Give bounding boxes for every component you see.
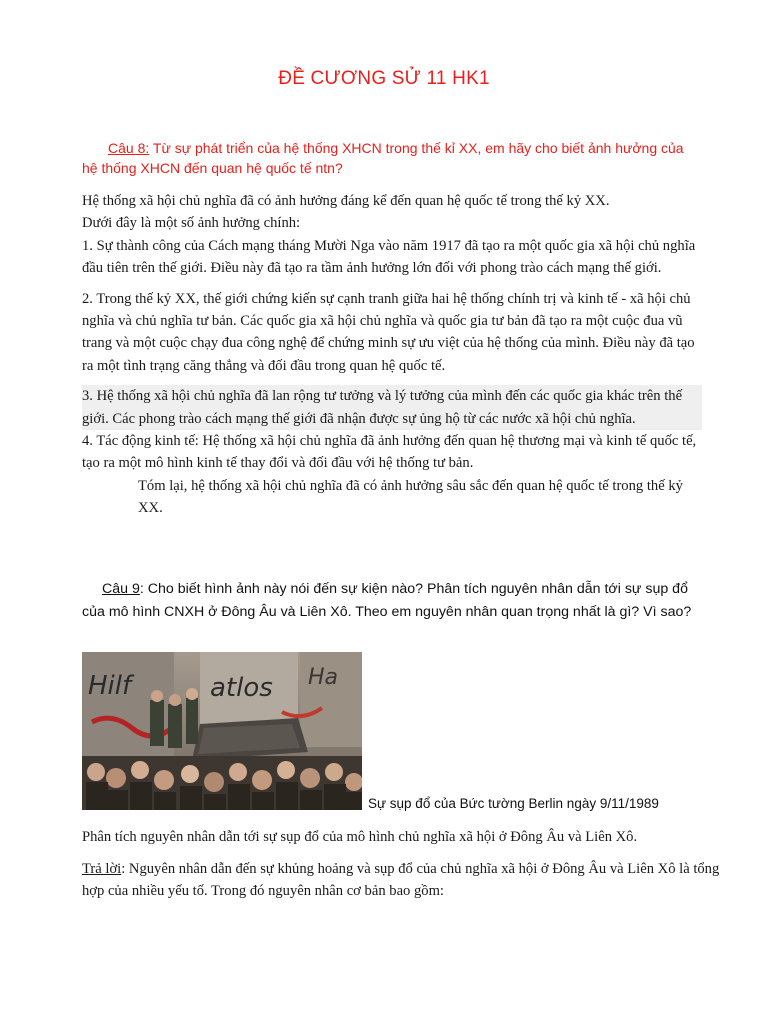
- graffiti-text-1: Hilf: [88, 671, 132, 701]
- reply-paragraph: [82, 858, 722, 902]
- question-8-text: Từ sự phát triển của hệ thống XHCN trong thế kỉ XX, em hãy cho biết ảnh hưởng của hệ thống XHCN đến quan hệ quốc tế ntn?: [82, 140, 684, 176]
- question-8: [82, 138, 692, 178]
- answer-point-2: 2. Trong thế kỷ XX, thế giới chứng kiến sự cạnh tranh giữa hai hệ thống chính trị và kinh tế - xã hội chủ nghĩa và chủ nghĩa tư bản. Các quốc gia xã hội chủ nghĩa và quốc gia tư bản đã tạo ra một cuộc đua vũ trang và một cuộc chạy đua công nghệ để chứng minh sự ưu việt của hệ thống của mình. Điều này đã tạo ra một tình trạng căng thẳng và đối đầu trong quan hệ quốc tế.: [82, 290, 695, 374]
- answer-point-1: 1. Sự thành công của Cách mạng tháng Mười Nga vào năm 1917 đã tạo ra một quốc gia xã hội chủ nghĩa đầu tiên trên thế giới. Điều này đã tạo ra tầm ảnh hưởng lớn đối với phong trào cách mạng thế giới.: [82, 237, 696, 277]
- berlin-wall-photo: [82, 652, 362, 810]
- answer-intro-2: Dưới đây là một số ảnh hưởng chính:: [82, 215, 301, 232]
- question-9: [82, 578, 702, 623]
- analysis-heading: Phân tích nguyên nhân dẫn tới sự sụp đổ của mô hình chủ nghĩa xã hội ở Đông Âu và Liên Xô.: [82, 829, 638, 845]
- question-8-label: Câu 8:: [108, 140, 150, 156]
- answer-point-3: 3. Hệ thống xã hội chủ nghĩa đã lan rộng tư tưởng và lý tưởng của mình đến các quốc gia khác trên thế giới. Các phong trào cách mạng thế giới đã nhận được sự ủng hộ từ các nước xã hội chủ nghĩa.: [82, 385, 702, 430]
- document-title: ĐỀ CƯƠNG SỬ 11 HK1: [278, 68, 490, 89]
- answer-point-4: 4. Tác động kinh tế: Hệ thống xã hội chủ nghĩa đã ảnh hưởng đến quan hệ thương mại và kinh tế quốc tế, tạo ra một mô hình kinh tế thay đổi và đối đầu với hệ thống tư bản.: [82, 433, 697, 472]
- graffiti-text-2: atlos: [210, 673, 273, 703]
- answer-intro-1: Hệ thống xã hội chủ nghĩa đã có ảnh hưởng đáng kể đến quan hệ quốc tế trong thế kỷ XX.: [82, 193, 610, 209]
- graffiti-text-3: Ha: [308, 665, 339, 690]
- question-9-text: : Cho biết hình ảnh này nói đến sự kiện nào? Phân tích nguyên nhân dẫn tới sự sụp đổ của mô hình CNXH ở Đông Âu và Liên Xô. Theo em nguyên nhân quan trọng nhất là gì? Vì sao?: [82, 581, 692, 620]
- answer-8: [82, 190, 702, 520]
- answer-conclusion: Tóm lại, hệ thống xã hội chủ nghĩa đã có ảnh hưởng sâu sắc đến quan hệ quốc tế trong thế kỷ XX.: [138, 477, 683, 517]
- question-9-label: Câu 9: [102, 581, 140, 597]
- photo-caption: Sự sụp đổ của Bức tường Berlin ngày 9/11/1989: [368, 796, 659, 811]
- reply-label: Trả lời: [82, 861, 122, 877]
- reply-text: : Nguyên nhân dẫn đến sự khủng hoảng và sụp đổ của chủ nghĩa xã hội ở Đông Âu và Liên Xô là tổng hợp của nhiều yếu tố. Trong đó nguyên nhân cơ bản bao gồm:: [82, 861, 720, 899]
